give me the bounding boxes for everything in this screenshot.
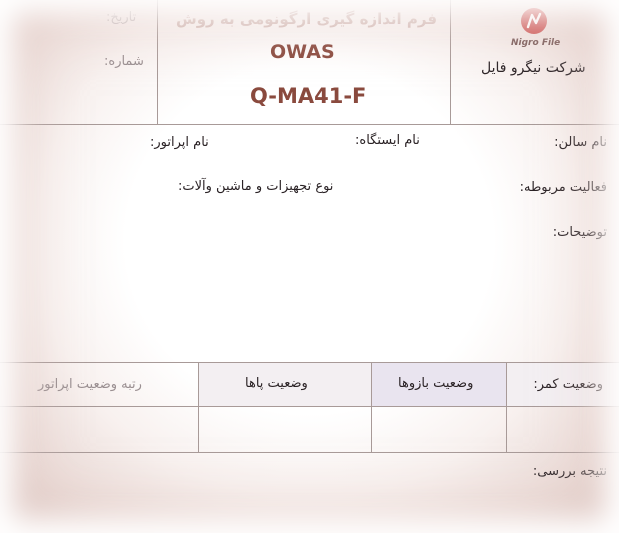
descriptions-label: توضیحات:: [552, 225, 607, 240]
col-legs-status: وضعیت پاها: [245, 376, 308, 391]
col-operator-rank: رتبه وضعیت اپراتور: [38, 377, 142, 392]
station-name-label: نام ایستگاه:: [355, 133, 420, 148]
result-label: نتیجه بررسی:: [532, 464, 607, 479]
logo-text: Nigro File: [511, 38, 561, 48]
col-arms-status: وضعیت بازوها: [398, 376, 474, 391]
table-mid-line: [0, 406, 619, 407]
related-activity-label: فعالیت مربوطه:: [519, 180, 607, 195]
equipment-type-label: نوع تجهیزات و ماشین وآلات:: [178, 179, 334, 194]
number-label: شماره:: [104, 54, 144, 69]
header-bottom-line: [0, 124, 619, 125]
form-title: فرم اندازه گیری ارگونومی به روش: [176, 10, 438, 28]
table-col-divider-3: [506, 362, 507, 452]
table-bottom-line: [0, 452, 619, 453]
table-col-divider-1: [198, 362, 199, 452]
method-title: OWAS: [270, 41, 335, 63]
date-label: تاریخ:: [106, 10, 137, 25]
col-back-status: وضعیت کمر:: [533, 377, 603, 392]
table-col-divider-2: [371, 362, 372, 452]
logo-icon: [519, 6, 549, 36]
company-logo: [519, 6, 549, 36]
form-code: Q-MA41-F: [250, 84, 367, 108]
company-name: شرکت نیگرو فایل: [481, 60, 586, 76]
operator-name-label: نام اپراتور:: [150, 135, 209, 150]
header-divider-right: [450, 0, 451, 124]
header-divider-left: [157, 0, 158, 124]
hall-name-label: نام سالن:: [554, 135, 607, 150]
